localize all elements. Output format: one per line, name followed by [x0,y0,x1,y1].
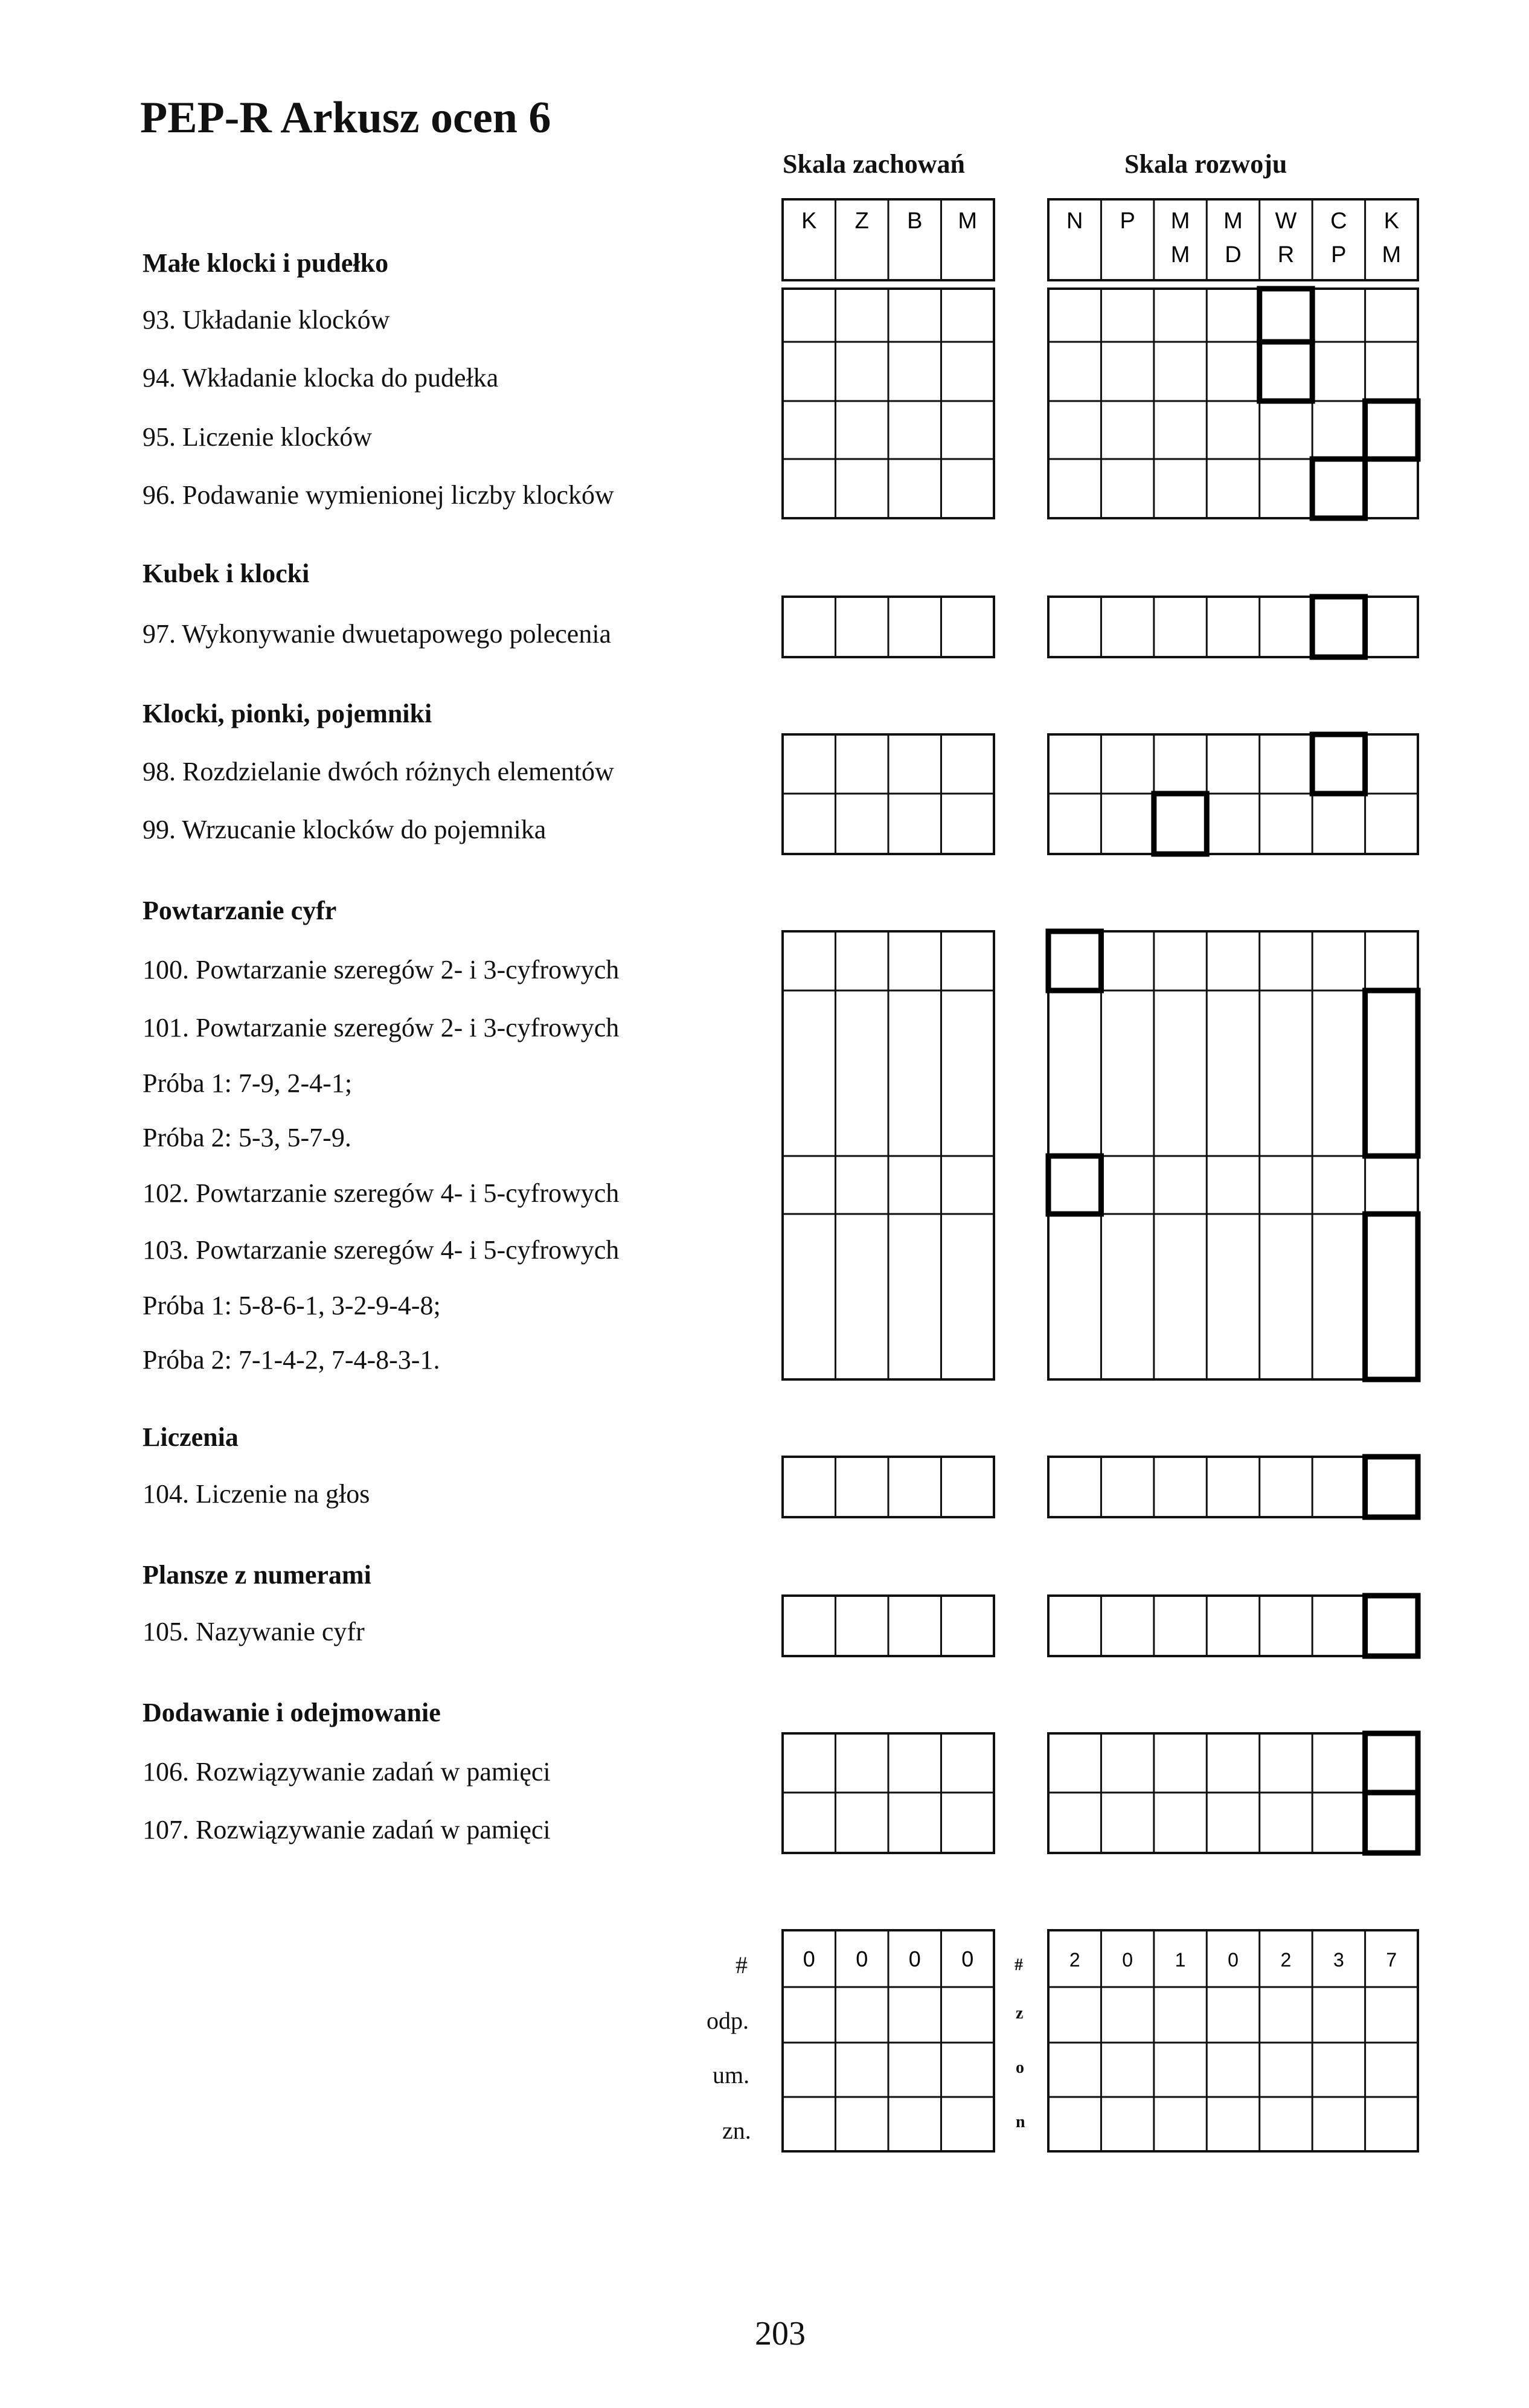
highlighted-cell [1260,342,1312,401]
item-98: 98. Rozdzielanie dwóch różnych elementów [143,757,614,786]
page-number: 203 [755,2315,806,2352]
summary-label: # [1015,1956,1023,1974]
page-title: PEP-R Arkusz ocen 6 [140,93,551,143]
development-column-label: M [1223,208,1243,234]
behavior-count: 0 [856,1947,868,1971]
trial-text: Próba 1: 5-8-6-1, 3-2-9-4-8; [143,1291,441,1320]
item-107: 107. Rozwiązywanie zadań w pamięci [143,1815,551,1845]
item-95: 95. Liczenie klocków [143,422,372,452]
development-scale-title: Skala rozwoju [1124,149,1287,179]
summary-label: um. [713,2061,750,2089]
item-101: 101. Powtarzanie szeregów 2- i 3-cyfrowych [143,1013,620,1042]
development-column-label: W [1275,208,1297,234]
behavior-column-label: Z [854,208,869,234]
item-105: 105. Nazywanie cyfr [143,1617,365,1646]
item-94: 94. Wkładanie klocka do pudełka [143,363,499,393]
development-count: 3 [1333,1949,1344,1971]
item-99: 99. Wrzucanie klocków do pojemnika [143,815,547,844]
section-title: Liczenia [143,1422,239,1452]
behavior-column-label: B [907,208,923,234]
development-column-label: M [1382,242,1402,268]
development-count: 2 [1069,1949,1080,1971]
development-count: 7 [1386,1949,1397,1971]
highlighted-cell [1154,794,1207,854]
section-title: Powtarzanie cyfr [143,896,337,925]
section-title: Plansze z numerami [143,1560,371,1590]
summary-label: o [1016,2058,1024,2077]
highlighted-cell [1365,1733,1418,1793]
trial-text: Próba 1: 7-9, 2-4-1; [143,1068,353,1098]
summary-label: # [736,1951,748,1979]
development-count: 0 [1228,1949,1239,1971]
section-title: Małe klocki i pudełko [143,248,389,278]
summary-label: n [1016,2113,1025,2131]
behavior-column-label: K [801,208,817,234]
development-count: 1 [1175,1949,1186,1971]
item-104: 104. Liczenie na głos [143,1479,370,1509]
item-96: 96. Podawanie wymienionej liczby klocków [143,480,614,510]
highlighted-cell [1312,459,1365,518]
behavior-column-label: M [958,208,978,234]
highlighted-cell [1048,1156,1101,1214]
development-column-label: P [1120,208,1135,234]
trial-text: Próba 2: 7-1-4-2, 7-4-8-3-1. [143,1345,440,1375]
highlighted-cell [1260,289,1312,342]
section-title: Dodawanie i odejmowanie [143,1698,441,1727]
highlighted-cell [1365,1793,1418,1853]
development-count: 0 [1122,1949,1133,1971]
summary-label: z [1016,2004,1024,2023]
development-column-label: N [1066,208,1083,234]
behavior-count: 0 [961,1947,974,1971]
development-count: 2 [1280,1949,1292,1971]
behavior-count: 0 [803,1947,815,1971]
section-title: Kubek i klocki [143,559,310,588]
development-column-label: K [1383,208,1399,234]
development-column-label: P [1331,242,1347,268]
highlighted-cell [1365,1596,1418,1656]
development-column-label: C [1330,208,1347,234]
item-93: 93. Układanie klocków [143,305,390,335]
item-100: 100. Powtarzanie szeregów 2- i 3-cyfrowych [143,955,620,984]
development-column-label: D [1225,242,1242,268]
highlighted-cell [1365,1214,1418,1379]
highlighted-cell [1312,597,1365,657]
item-103: 103. Powtarzanie szeregów 4- i 5-cyfrowych [143,1235,620,1265]
highlighted-cell [1312,734,1365,794]
trial-text: Próba 2: 5-3, 5-7-9. [143,1123,351,1152]
item-102: 102. Powtarzanie szeregów 4- i 5-cyfrowych [143,1178,620,1208]
development-column-label: R [1277,242,1295,268]
summary-label: odp. [707,2007,749,2034]
behavior-scale-title: Skala zachowań [783,149,965,179]
section-title: Klocki, pionki, pojemniki [143,699,432,728]
highlighted-cell [1048,931,1101,990]
highlighted-cell [1365,401,1418,459]
item-97: 97. Wykonywanie dwuetapowego polecenia [143,619,612,649]
development-column-label: M [1170,208,1190,234]
behavior-count: 0 [908,1947,921,1971]
item-106: 106. Rozwiązywanie zadań w pamięci [143,1757,551,1787]
summary-label: zn. [722,2117,751,2144]
highlighted-cell [1365,990,1418,1156]
development-column-label: M [1170,242,1190,268]
highlighted-cell [1365,1457,1418,1517]
